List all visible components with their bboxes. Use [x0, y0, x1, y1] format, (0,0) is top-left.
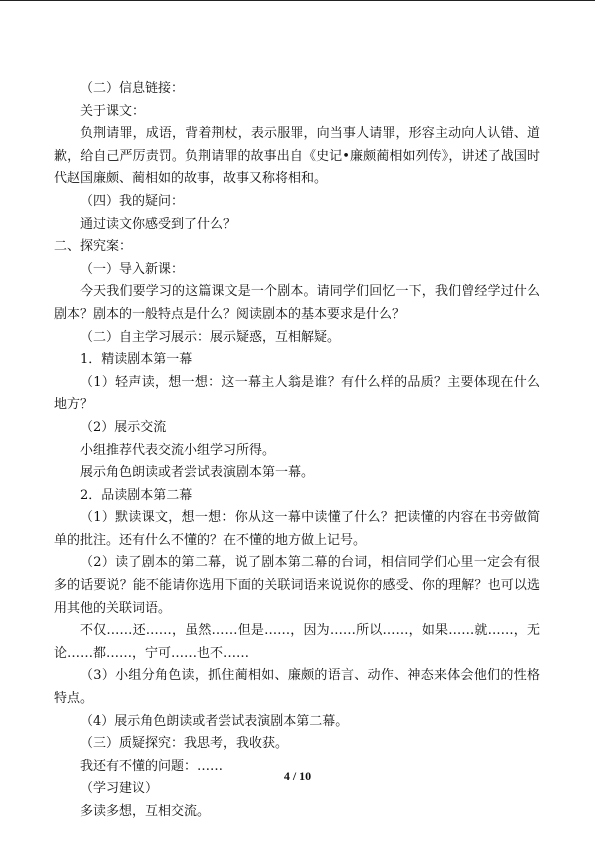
item-read-act-one: 1．精读剧本第一幕	[80, 352, 193, 368]
study-suggestion-text: 多读多想，互相交流。	[80, 804, 211, 819]
heading-info-link: （二）信息链接：	[80, 81, 185, 96]
heading-self-study: （二）自主学习展示：展示疑惑，互相解疑。	[80, 329, 341, 345]
document-body	[54, 78, 540, 824]
role-reading-act-one: 展示角色朗读或者尝试表演剧本第一幕。	[80, 465, 315, 481]
page-number: 4 / 10	[283, 769, 312, 783]
connectives-list: 不仅……还……，虽然……但是……，因为……所以……，如果……就……，无论……都……，宁可……也不……	[54, 623, 540, 661]
study-suggestion-label: （学习建议）	[80, 781, 159, 797]
item-show-exchange: （2）展示交流	[80, 419, 167, 435]
question-feeling: 通过读文你感受到了什么？	[80, 216, 237, 232]
heading-intro-lesson: （一）导入新课：	[80, 261, 185, 277]
item-connectives-prompt: （2）读了剧本的第二幕，说了剧本第二幕的台词，相信同学们心里一定会有很多的话要说？能不能请你选用下面的关联词语来说说你的感受、你的理解？也可以选用其他的关联词语。	[54, 555, 540, 616]
intro-paragraph: 今天我们要学习的这篇课文是一个剧本。请同学们回忆一下，我们曾经学过什么剧本？剧本的一般特点是什么？阅读剧本的基本要求是什么？	[54, 284, 540, 322]
item-perform-act-two: （4）展示角色朗读或者尝试表演剧本第二幕。	[80, 713, 349, 729]
item-read-act-two: 2．品读剧本第二幕	[80, 487, 193, 503]
heading-my-questions: （四）我的疑问：	[80, 193, 185, 209]
item-silent-reading: （1）默读课文，想一想：你从这一幕中读懂了什么？把读懂的内容在书旁做简单的批注。还有什么不懂的？在不懂的地方做上记号。	[54, 510, 540, 548]
group-share-line: 小组推荐代表交流小组学习所得。	[80, 442, 276, 458]
top-border-line	[0, 0, 595, 1]
item-quiet-reading: （1）轻声读，想一想：这一幕主人翁是谁？有什么样的品质？主要体现在什么地方？	[54, 374, 540, 413]
heading-inquiry: （三）质疑探究：我思考，我收获。	[80, 736, 289, 752]
unresolved-questions-line: 我还有不懂的问题：……	[80, 758, 224, 774]
idiom-explanation-paragraph: 负荆请罪，成语，背着荆杖，表示服罪，向当事人请罪，形容主动向人认错、道歉，给自己严厉责罚。负荆请罪的故事出自《史记•廉颇蔺相如列传》，讲述了战国时代赵国廉颇、蔺相如的故事，故事又称将相和。	[54, 126, 540, 187]
about-text-label: 关于课文：	[80, 103, 146, 119]
item-group-roles: （3）小组分角色读，抓住蔺相如、廉颇的语言、动作、神态来体会他们的性格特点。	[54, 668, 540, 707]
section-heading-explore: 二、探究案：	[54, 239, 133, 255]
